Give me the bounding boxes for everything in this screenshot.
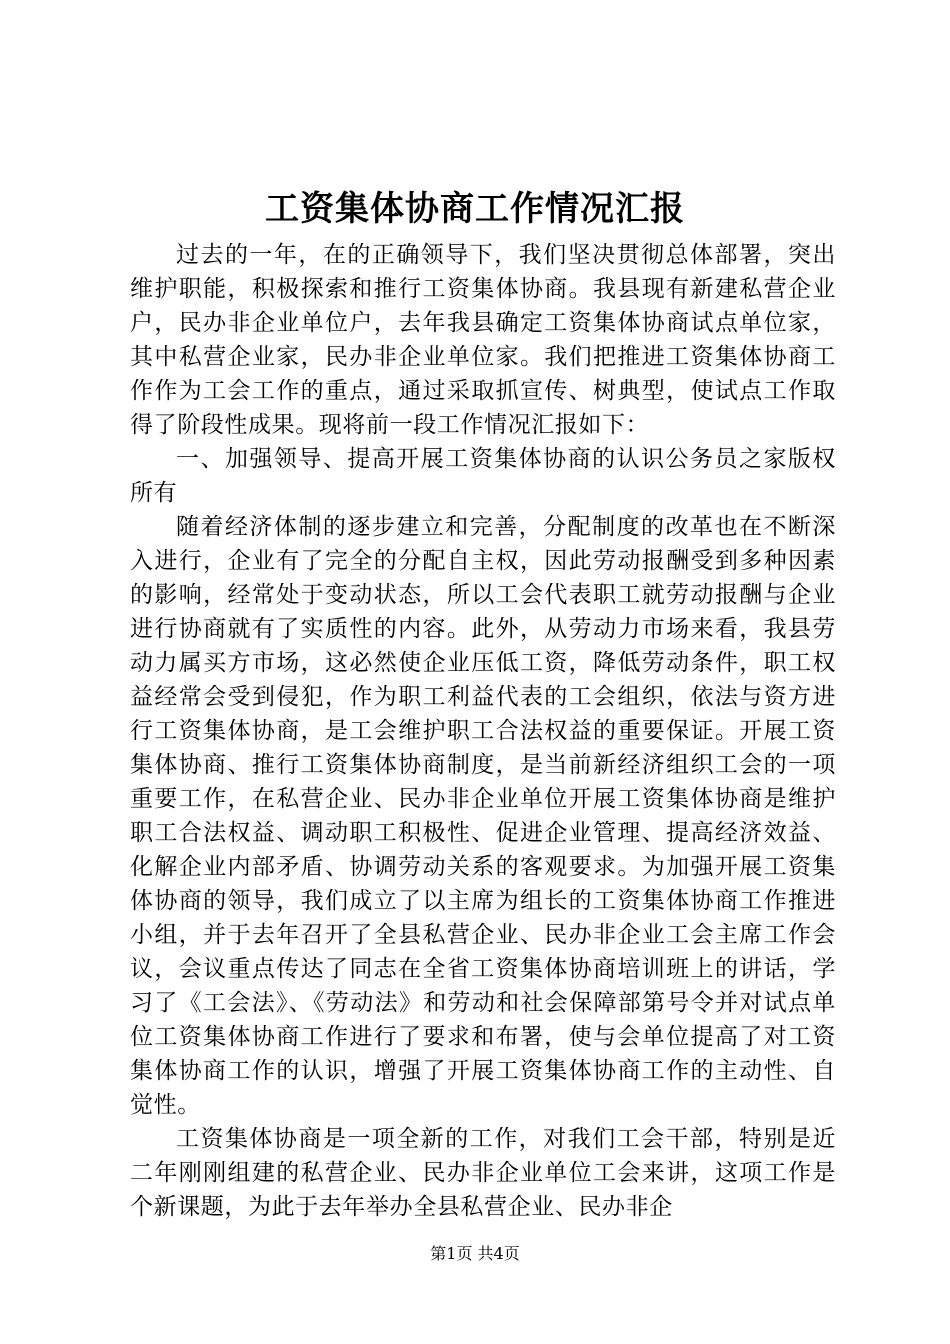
document-body xyxy=(130,238,836,1224)
document-title: 工资集体协商工作情况汇报 xyxy=(265,189,685,229)
paragraph-intro: 过去的一年，在的正确领导下，我们坚决贯彻总体部署，突出维护职能，积极探索和推行工资集体协商。我县现有新建私营企业户，民办非企业单位户，去年我县确定工资集体协商试点单位家，其中私营企业家，民办非企业单位家。我们把推进工资集体协商工作作为工会工作的重点，通过采取抓宣传、树典型，使试点工作取得了阶段性成果。现将前一段工作情况汇报如下： xyxy=(130,242,836,438)
paragraph-main: 随着经济体制的逐步建立和完善，分配制度的改革也在不断深入进行，企业有了完全的分配自主权，因此劳动报酬受到多种因素的影响，经常处于变动状态，所以工会代表职工就劳动报酬与企业进行协商就有了实质性的内容。此外，从劳动力市场来看，我县劳动力属买方市场，这必然使企业压低工资，降低劳动条件，职工权益经常会受到侵犯，作为职工利益代表的工会组织，依法与资方进行工资集体协商，是工会维护职工合法权益的重要保证。开展工资集体协商、推行工资集体协商制度，是当前新经济组织工会的一项重要工作，在私营企业、民办非企业单位开展工资集体协商是维护职工合法权益、调动职工积极性、促进企业管理、提高经济效益、化解企业内部矛盾、协调劳动关系的客观要求。为加强开展工资集体协商的领导，我们成立了以主席为组长的工资集体协商工作推进小组，并于去年召开了全县私营企业、民办非企业工会主席工作会议，会议重点传达了同志在全省工资集体协商培训班上的讲话，学习了《工会法》、《劳动法》和劳动和社会保障部第号令并对试点单位工资集体协商工作进行了要求和布署，使与会单位提高了对工资集体协商工作的认识，增强了开展工资集体协商工作的主动性、自觉性。 xyxy=(130,514,836,1118)
page-number-footer: 第1页 共4页 xyxy=(430,1244,520,1263)
paragraph-continued: 工资集体协商是一项全新的工作，对我们工会干部，特别是近二年刚刚组建的私营企业、民办非企业单位工会来讲，这项工作是个新课题，为此于去年举办全县私营企业、民办非企 xyxy=(130,1126,836,1220)
paragraph-section-heading: 一、加强领导、提高开展工资集体协商的认识公务员之家版权所有 xyxy=(130,446,836,506)
